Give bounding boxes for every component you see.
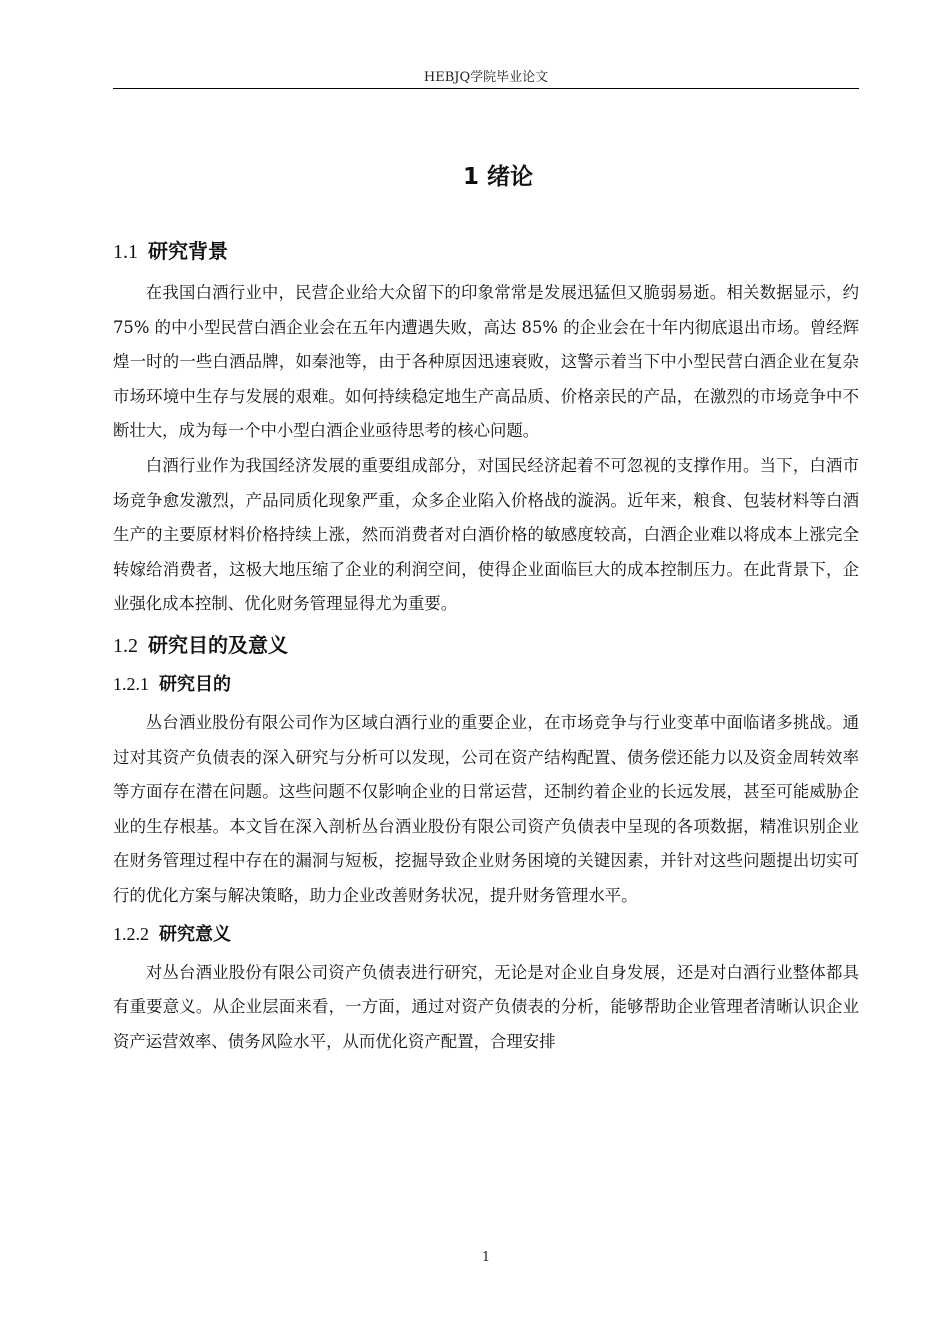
paragraph: 对丛台酒业股份有限公司资产负债表进行研究，无论是对企业自身发展，还是对白酒行业整体都具有重要意义。从企业层面来看，一方面，通过对资产负债表的分析，能够帮助企业管理者清晰认识企业资产运营效率、债务风险水平，从而优化资产配置，合理安排 xyxy=(113,962,859,1051)
section-number: 1.2.1 xyxy=(113,673,149,694)
section-title: 研究目的 xyxy=(159,673,231,695)
running-header: HEBJQ学院毕业论文 xyxy=(423,70,549,85)
document-body xyxy=(113,236,859,1059)
paragraph: 丛台酒业股份有限公司作为区域白酒行业的重要企业，在市场竞争与行业变革中面临诸多挑战。通过对其资产负债表的深入研究与分析可以发现，公司在资产结构配置、债务偿还能力以及资金周转效率等方面存在潜在问题。这些问题不仅影响企业的日常运营，还制约着企业的长远发展，甚至可能威胁企业的生存根基。本文旨在深入剖析丛台酒业股份有限公司资产负债表中呈现的各项数据，精准识别企业在财务管理过程中存在的漏洞与短板，挖掘导致企业财务困境的关键因素，并针对这些问题提出切实可行的优化方案与解决策略，助力企业改善财务状况，提升财务管理水平。 xyxy=(113,712,859,905)
section-title: 研究意义 xyxy=(159,923,231,945)
paragraph: 在我国白酒行业中，民营企业给大众留下的印象常常是发展迅猛但又脆弱易逝。相关数据显示，约 75% 的中小型民营白酒企业会在五年内遭遇失败，高达 85% 的企业会在十年内彻底退出市场。曾经辉煌一时的一些白酒品牌，如秦池等，由于各种原因迅速衰败，这警示着当下中小型民营白酒企业在复杂市场环境中生存与发展的艰难。如何持续稳定地生产高品质、价格亲民的产品，在激烈的市场竞争中不断壮大，成为每一个中小型白酒企业亟待思考的核心问题。 xyxy=(113,283,859,441)
header-divider xyxy=(113,88,859,89)
paragraph: 白酒行业作为我国经济发展的重要组成部分，对国民经济起着不可忽视的支撑作用。当下，白酒市场竞争愈发激烈，产品同质化现象严重，众多企业陷入价格战的漩涡。近年来，粮食、包装材料等白酒生产的主要原材料价格持续上涨，然而消费者对白酒价格的敏感度较高，白酒企业难以将成本上涨完全转嫁给消费者，这极大地压缩了企业的利润空间，使得企业面临巨大的成本控制压力。在此背景下，企业强化成本控制、优化财务管理显得尤为重要。 xyxy=(113,455,859,614)
page-number: 1 xyxy=(481,1250,491,1265)
section-heading-1-2-2 xyxy=(113,920,859,956)
section-title: 研究目的及意义 xyxy=(148,632,288,657)
section-number: 1.2.2 xyxy=(113,923,149,944)
section-heading-1-2-1 xyxy=(113,670,859,706)
section-title: 研究背景 xyxy=(148,239,228,263)
chapter-title: 1 绪论 xyxy=(462,164,533,190)
section-number: 1.2 xyxy=(113,634,138,657)
section-heading-1-2 xyxy=(113,630,859,670)
section-heading-1-1 xyxy=(113,236,859,276)
section-number: 1.1 xyxy=(113,241,138,263)
